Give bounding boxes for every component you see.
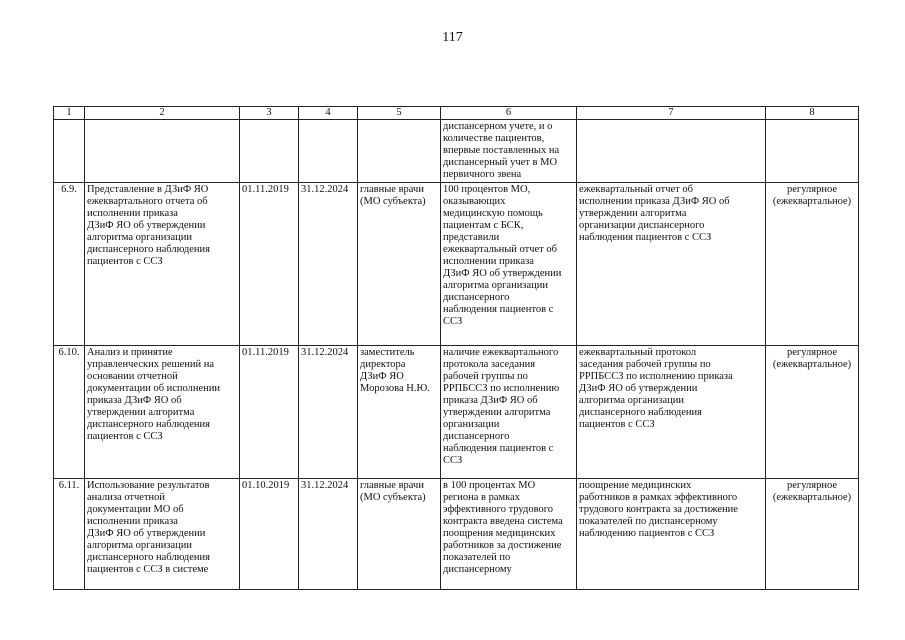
cell-frequency: регулярное (ежеквартальное) [766,346,859,479]
col-header-3: 3 [240,107,299,120]
cell-start-date: 01.11.2019 [240,183,299,346]
cell-number [54,120,85,183]
cell-indicator: диспансерном учете, и о количестве пациентов, впервые поставленных на диспансерный учет в МО первичного звена [441,120,577,183]
cell-responsible [358,120,441,183]
cell-frequency [766,120,859,183]
cell-frequency: регулярное (ежеквартальное) [766,479,859,590]
cell-result: поощрение медицинских работников в рамках эффективного трудового контракта за достижение показателей по диспансерному наблюдению пациентов с ССЗ [577,479,766,590]
cell-start-date: 01.10.2019 [240,479,299,590]
cell-result: ежеквартальный протокол заседания рабочей группы по РРПБССЗ по исполнению приказа ДЗиФ ЯО об утверждении алгоритма организации диспансерного наблюдения пациентов с ССЗ [577,346,766,479]
table-row [54,183,859,346]
cell-number: 6.10. [54,346,85,479]
cell-action [85,120,240,183]
cell-start-date: 01.11.2019 [240,346,299,479]
cell-number: 6.9. [54,183,85,346]
cell-end-date: 31.12.2024 [299,183,358,346]
col-header-8: 8 [766,107,859,120]
cell-indicator: в 100 процентах МО региона в рамках эффективного трудового контракта введена система поощрения медицинских работников за достижение показателей по диспансерному [441,479,577,590]
cell-responsible: заместитель директора ДЗиФ ЯО Морозова Н.Ю. [358,346,441,479]
table-row [54,479,859,590]
cell-frequency: регулярное (ежеквартальное) [766,183,859,346]
table-row [54,346,859,479]
cell-indicator: 100 процентов МО, оказывающих медицинскую помощь пациентам с БСК, представили ежеквартальный отчет об исполнении приказа ДЗиФ ЯО об утверждении алгоритма организации диспансерного наблюдения пациентов с ССЗ [441,183,577,346]
col-header-6: 6 [441,107,577,120]
cell-start-date [240,120,299,183]
cell-responsible: главные врачи (МО субъекта) [358,479,441,590]
col-header-2: 2 [85,107,240,120]
cell-indicator: наличие ежеквартального протокола заседания рабочей группы по РРПБССЗ по исполнению приказа ДЗиФ ЯО об утверждении алгоритма организации диспансерного наблюдения пациентов с ССЗ [441,346,577,479]
plan-table [53,106,859,590]
col-header-4: 4 [299,107,358,120]
cell-responsible: главные врачи (МО субъекта) [358,183,441,346]
cell-end-date: 31.12.2024 [299,479,358,590]
cell-end-date [299,120,358,183]
cell-action: Представление в ДЗиФ ЯО ежеквартального отчета об исполнении приказа ДЗиФ ЯО об утверждении алгоритма организации диспансерного наблюдения пациентов с ССЗ [85,183,240,346]
cell-end-date: 31.12.2024 [299,346,358,479]
cell-action: Использование результатов анализа отчетной документации МО об исполнении приказа ДЗиФ ЯО об утверждении алгоритма организации диспансерного наблюдения пациентов с ССЗ в системе [85,479,240,590]
header-row [54,107,859,120]
page-number: 117 [442,30,463,45]
col-header-1: 1 [54,107,85,120]
col-header-5: 5 [358,107,441,120]
cell-action: Анализ и принятие управленческих решений на основании отчетной документации об исполнении приказа ДЗиФ ЯО об утверждении алгоритма диспансерного наблюдения пациентов с ССЗ [85,346,240,479]
cell-number: 6.11. [54,479,85,590]
cell-result: ежеквартальный отчет об исполнении приказа ДЗиФ ЯО об утверждении алгоритма организации диспансерного наблюдения пациентов с ССЗ [577,183,766,346]
col-header-7: 7 [577,107,766,120]
table-row [54,120,859,183]
cell-result [577,120,766,183]
